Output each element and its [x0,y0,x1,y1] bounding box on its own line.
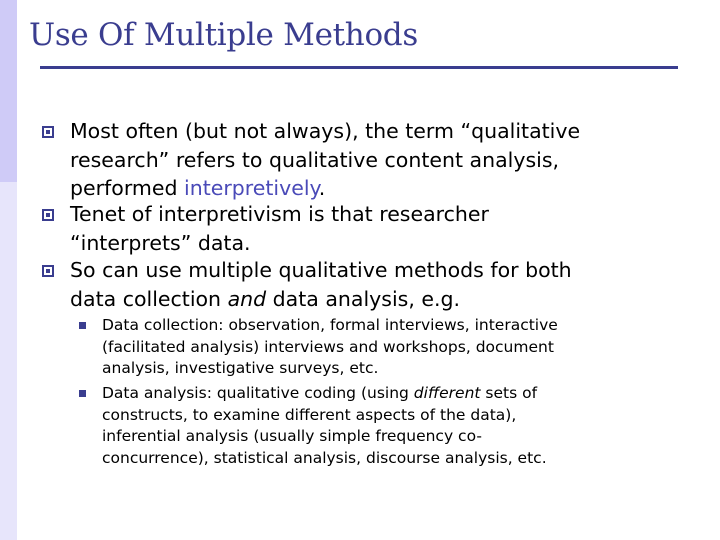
bullet-line: So can use multiple qualitative methods for both [70,258,572,282]
bullet-line: “interprets” data. [70,230,251,255]
square-subbullet-icon [79,390,86,397]
bullet-text: . [318,176,326,200]
subbullet-line: constructs, to examine different aspects of the data), [102,405,517,424]
bullet-text: performed [70,176,184,200]
subbullet-line: (facilitated analysis) interviews and workshops, document [102,337,554,356]
interpretively-link[interactable]: interpretively [184,176,319,200]
subbullet-line: Data collection: observation, formal interviews, interactive [102,316,558,334]
bullet-text: data analysis, e.g. [266,286,461,311]
subbullet-item [102,383,547,469]
bullet-line: Tenet of interpretivism is that researcher [70,202,489,226]
square-bullet-icon [42,209,54,221]
subbullet-line: inferential analysis (usually simple frequency co- [102,427,482,445]
subbullet-line: analysis, investigative surveys, etc. [102,359,379,377]
side-accent-bar [0,0,17,540]
subbullet-line: concurrence), statistical analysis, discourse analysis, etc. [102,448,547,467]
slide-title: Use Of Multiple Methods [29,17,418,53]
subbullet-item [102,315,558,380]
square-subbullet-icon [79,322,86,329]
title-underline [40,66,678,69]
subbullet-text: sets of [480,384,538,402]
subbullet-text: Data analysis: qualitative coding (using [102,384,414,402]
bullet-line [70,285,572,314]
subbullet-line [102,383,547,405]
emphasis-text: different [413,384,481,402]
side-accent-band [0,0,17,182]
bullet-line [70,174,580,203]
bullet-line: Most often (but not always), the term “qualitative [70,119,581,143]
bullet-item [70,256,572,313]
bullet-item [70,200,489,257]
square-bullet-icon [42,265,54,277]
bullet-item [70,117,580,203]
square-bullet-icon [42,126,54,138]
emphasis-text: and [227,286,267,311]
bullet-text: data collection [70,286,228,311]
bullet-line: research” refers to qualitative content analysis, [70,147,560,172]
